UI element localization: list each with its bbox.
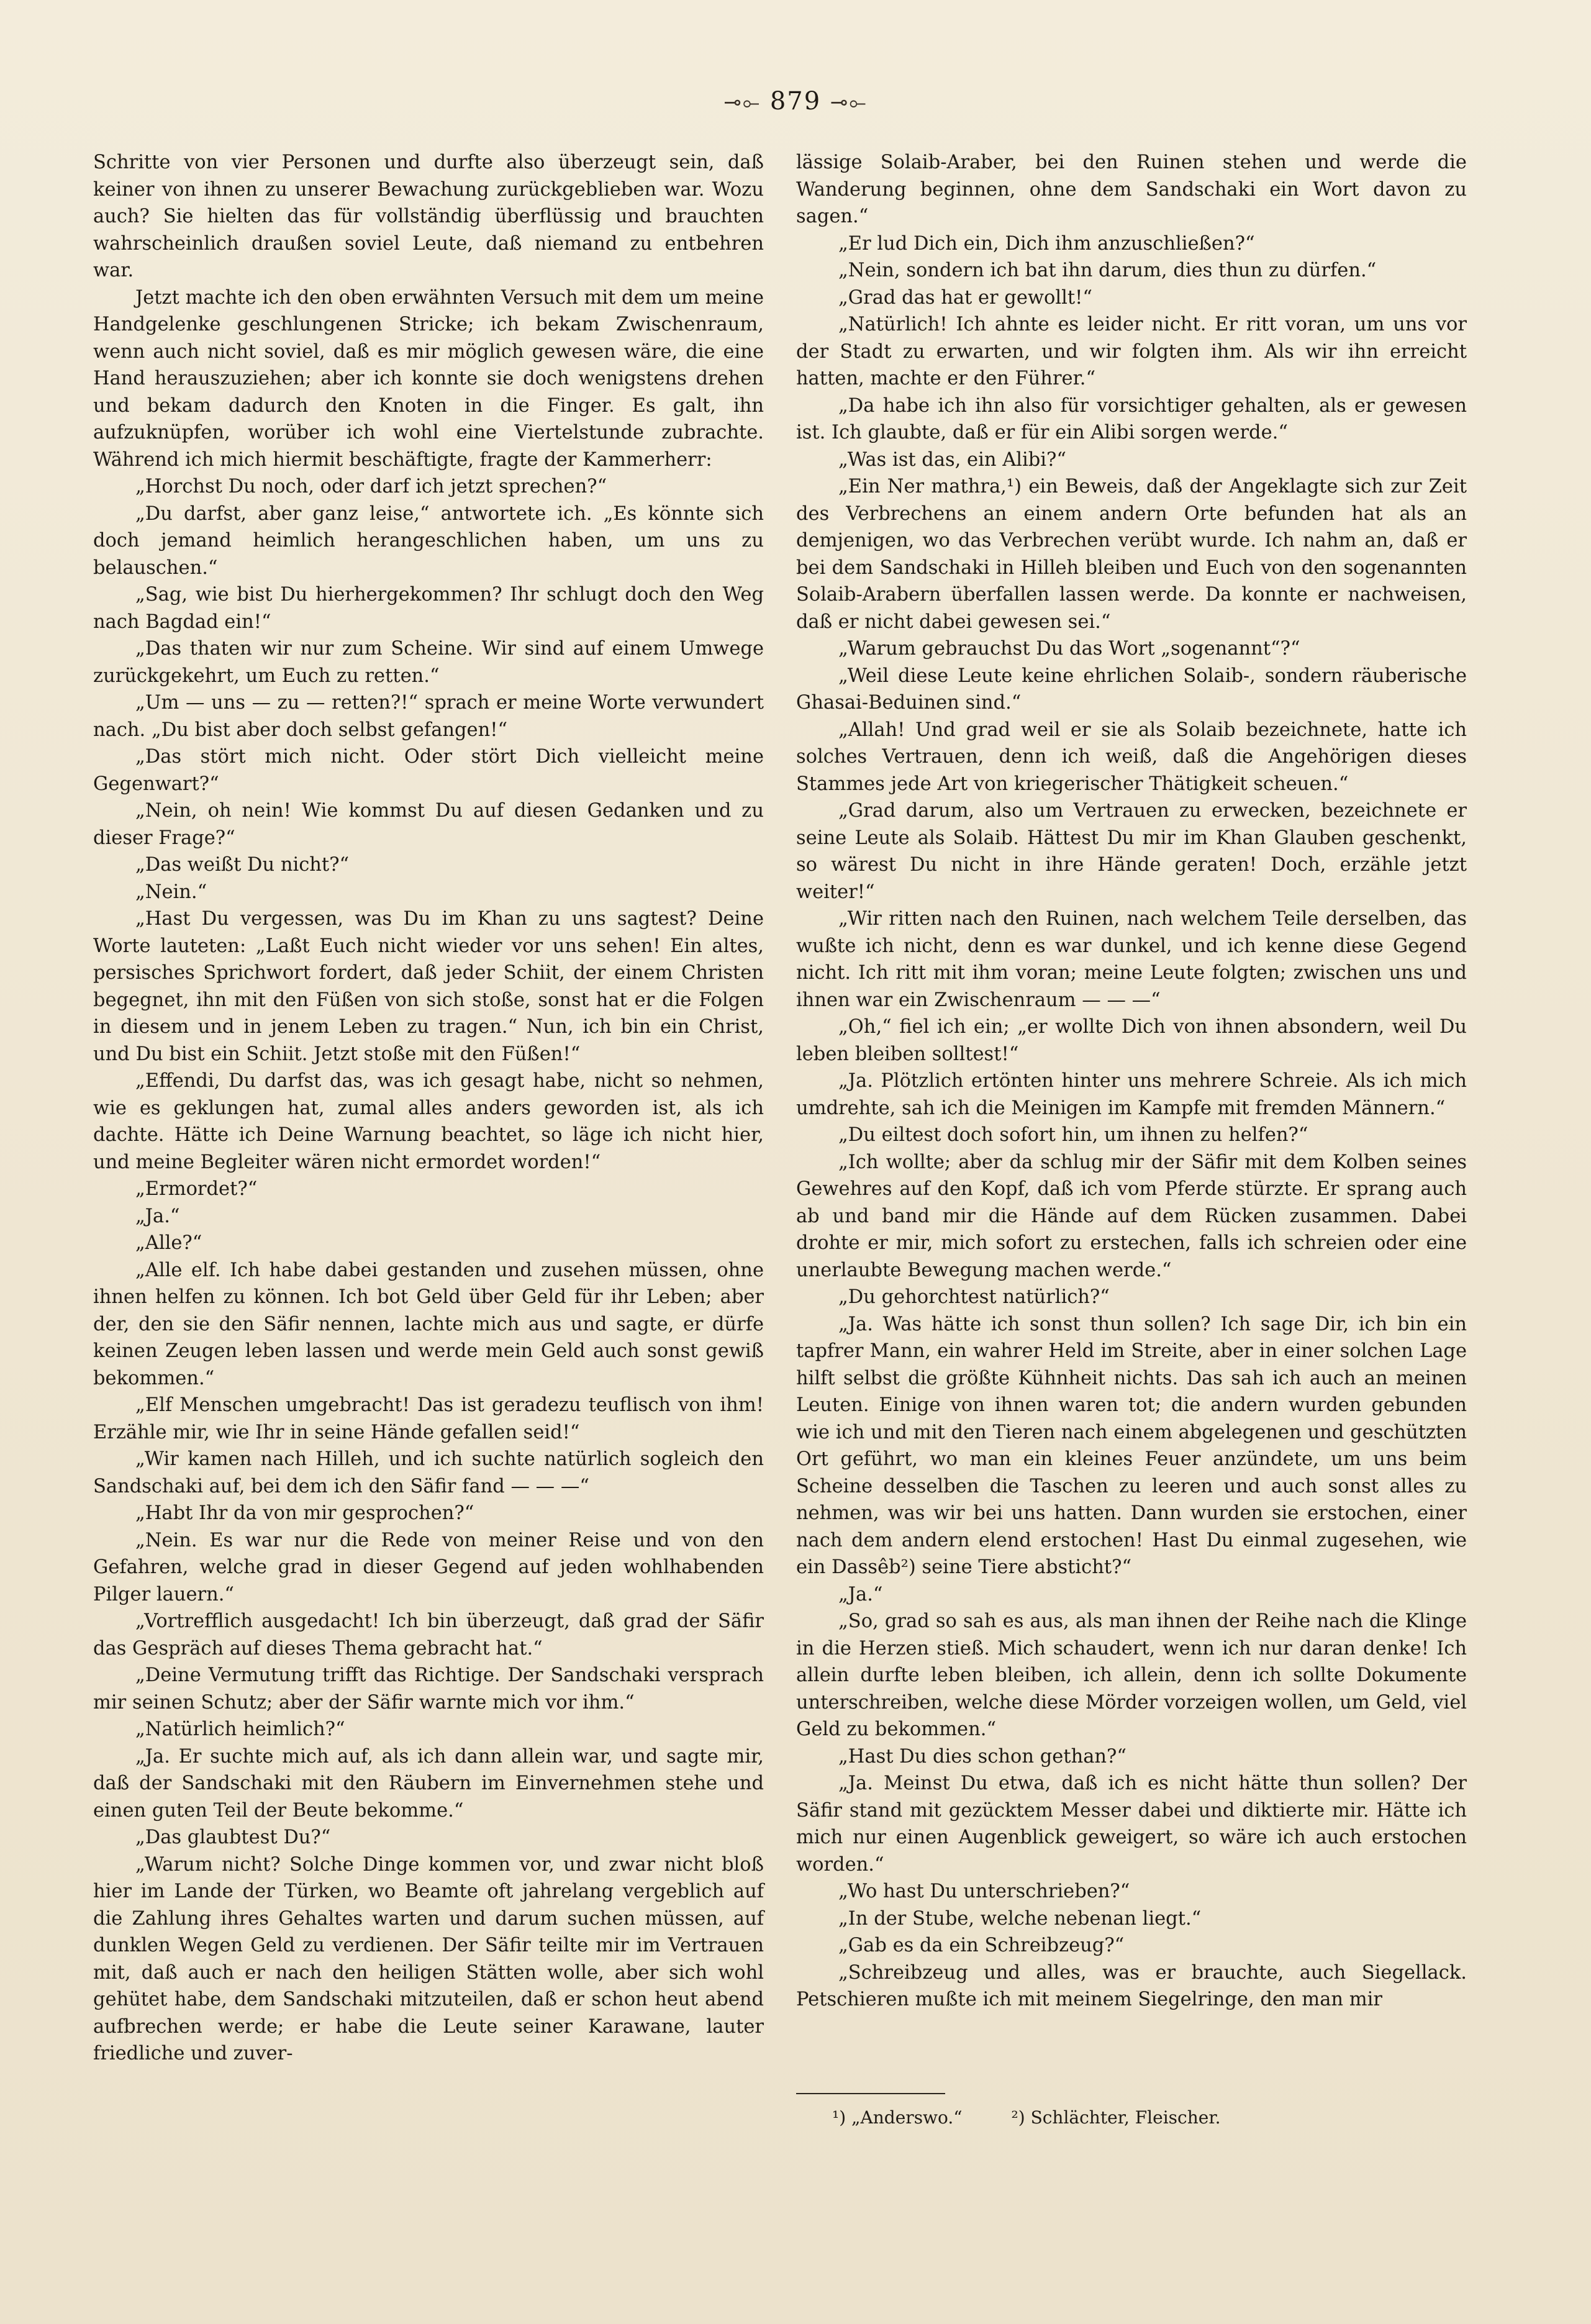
paragraph: „Nein. Es war nur die Rede von meiner Reise und von den Gefahren, welche grad in dieser Gegend auf jeden wohlhabenden Pilger lauern.“ xyxy=(93,1529,764,1605)
left-column xyxy=(93,149,764,2068)
paragraph: „In der Stube, welche nebenan liegt.“ xyxy=(838,1907,1202,1930)
paragraph: „Das weißt Du nicht?“ xyxy=(135,854,350,876)
paragraph: „Ja.“ xyxy=(135,1205,180,1227)
paragraph: „Schreibzeug und alles, was er brauchte, auch Siegellack. Petschieren mußte ich mit meinem Siegelringe, den man mir xyxy=(796,1961,1467,2010)
paragraph: „Vortrefflich ausgedacht! Ich bin überzeugt, daß grad der Säfir das Gespräch auf dieses Thema gebracht hat.“ xyxy=(93,1610,764,1659)
paragraph: „Gab es da ein Schreibzeug?“ xyxy=(838,1935,1125,1956)
paragraph: „Nein, oh nein! Wie kommst Du auf diesen Gedanken und zu dieser Frage?“ xyxy=(93,800,764,849)
page-header xyxy=(0,87,1591,116)
paragraph: „Wir kamen nach Hilleh, und ich suchte natürlich sogleich den Sandschaki auf, bei dem ich den Säfir fand — — —“ xyxy=(93,1448,764,1497)
paragraph: „Habt Ihr da von mir gesprochen?“ xyxy=(135,1502,474,1524)
paragraph: „Hast Du dies schon gethan?“ xyxy=(838,1745,1126,1768)
paragraph: „Ja. Meinst Du etwa, daß ich es nicht hätte thun sollen? Der Säfir stand mit gezücktem Messer dabei und diktierte mir. Hätte ich mich nur einen Augenblick geweigert, so wäre ich auch erstochen worden.“ xyxy=(796,1773,1467,1876)
paragraph: „Das stört mich nicht. Oder stört Dich vielleicht meine Gegenwart?“ xyxy=(93,746,764,795)
paragraph: „Alle?“ xyxy=(135,1232,202,1254)
footnote-1: ¹) „Anderswo.“ xyxy=(832,2107,963,2128)
ornament-right-icon: ⊸⟜ xyxy=(830,90,868,115)
paragraph: „Was ist das, ein Alibi?“ xyxy=(838,448,1066,471)
paragraph: „Grad das hat er gewollt!“ xyxy=(838,286,1092,309)
paragraph: „Nein.“ xyxy=(135,881,207,903)
paragraph: „Wir ritten nach den Ruinen, nach welchem Teile derselben, das wußte ich nicht, denn es war dunkel, und ich kenne diese Gegend nicht. Ich ritt mit ihm voran; meine Leute folgten; zwischen uns und ihnen war ein Zwischenraum — — —“ xyxy=(796,908,1467,1011)
paragraph: „Alle elf. Ich habe dabei gestanden und zusehen müssen, ohne ihnen helfen zu können. Ich bot Geld über Geld für ihr Leben; aber der, den sie den Säfir nennen, lachte mich aus und sagte, er dürfe keinen Zeugen leben lassen und werde mein Geld auch sonst gewiß bekommen.“ xyxy=(93,1259,764,1389)
paragraph: „Ermordet?“ xyxy=(135,1178,258,1200)
paragraph: „Weil diese Leute keine ehrlichen Solaib-, sondern räuberische Ghasai-Beduinen sind.“ xyxy=(796,665,1467,714)
paragraph: „Sag, wie bist Du hierhergekommen? Ihr schlugt doch den Weg nach Bagdad ein!“ xyxy=(93,584,764,633)
paragraph: „So, grad so sah es aus, als man ihnen der Reihe nach die Klinge in die Herzen stieß. Mich schaudert, wenn ich nur daran denke! Ich allein durfte leben bleiben, ich allein, denn ich sollte Dokumente unterschreiben, welche diese Mörder vorzeigen wollen, um Geld, viel Geld zu bekommen.“ xyxy=(796,1610,1467,1740)
paragraph: „Deine Vermutung trifft das Richtige. Der Sandschaki versprach mir seinen Schutz; aber der Säfir warnte mich vor ihm.“ xyxy=(93,1664,764,1713)
paragraph: „Warum nicht? Solche Dinge kommen vor, und zwar nicht bloß hier im Lande der Türken, wo Beamte oft jahrelang vergeblich auf die Zahlung ihres Gehaltes warten und darum suchen müssen, auf dunklen Wegen Geld zu verdienen. Der Säfir teilte mir im Vertrauen mit, daß auch er nach den heiligen Stätten wolle, aber sich wohl gehütet habe, dem Sandschaki mitzuteilen, daß er schon heut abend aufbrechen werde; er habe die Leute seiner Karawane, lauter friedliche und zuver- xyxy=(93,1853,764,2064)
paragraph: „Er lud Dich ein, Dich ihm anzuschließen?“ xyxy=(838,232,1255,255)
paragraph: „Hast Du vergessen, was Du im Khan zu uns sagtest? Deine Worte lauteten: „Laßt Euch nicht wieder vor uns sehen! Ein altes, persisches Sprichwort fordert, daß jeder Schiit, der einem Christen begegnet, ihn mit den Füßen von sich stoße, sonst hat er die Folgen in diesem und in jenem Leben zu tragen.“ Nun, ich bin ein Christ, und Du bist ein Schiit. Jetzt stoße mit den Füßen!“ xyxy=(93,908,764,1065)
paragraph: „Ein Ner mathra,¹) ein Beweis, daß der Angeklagte sich zur Zeit des Verbrechens an einem andern Orte befunden hat als an demjenigen, wo das Verbrechen verübt wurde. Ich nahm an, daß er bei dem Sandschaki in Hilleh bleiben und Euch von den sogenannten Solaib-Arabern überfallen lassen werde. Da konnte er nachweisen, daß er nicht dabei gewesen sei.“ xyxy=(796,476,1467,633)
paragraph: „Oh,“ fiel ich ein; „er wollte Dich von ihnen absondern, weil Du leben bleiben solltest!“ xyxy=(796,1016,1467,1065)
paragraph: „Nein, sondern ich bat ihn darum, dies thun zu dürfen.“ xyxy=(838,260,1377,281)
paragraph: „Elf Menschen umgebracht! Das ist geradezu teuflisch von ihm! Erzähle mir, wie Ihr in seine Hände gefallen seid!“ xyxy=(93,1394,764,1443)
paragraph: „Um — uns — zu — retten?!“ sprach er meine Worte verwundert nach. „Du bist aber doch selbst gefangen!“ xyxy=(93,692,764,741)
ornament-left-icon: ⊸⟜ xyxy=(723,90,761,115)
paragraph: „Das thaten wir nur zum Scheine. Wir sind auf einem Umwege zurückgekehrt, um Euch zu retten.“ xyxy=(93,638,764,687)
paragraph: „Du eiltest doch sofort hin, um ihnen zu helfen?“ xyxy=(838,1124,1308,1146)
paragraph: „Ja.“ xyxy=(838,1583,883,1605)
paragraph: „Das glaubtest Du?“ xyxy=(135,1827,331,1848)
page-number: 879 xyxy=(769,87,822,116)
paragraph: „Wo hast Du unterschrieben?“ xyxy=(838,1881,1130,1902)
paragraph: „Allah! Und grad weil er sie als Solaib bezeichnete, hatte ich solches Vertrauen, denn ich weiß, daß die Angehörigen dieses Stammes jede Art von kriegerischer Thätigkeit scheuen.“ xyxy=(796,719,1467,795)
paragraph: „Ich wollte; aber da schlug mir der Säfir mit dem Kolben seines Gewehres auf den Kopf, daß ich vom Pferde stürzte. Er sprang auch ab und band mir die Hände auf dem Rücken zusammen. Dabei drohte er mir, mich sofort zu erstechen, falls ich schreien oder eine unerlaubte Bewegung machen werde.“ xyxy=(796,1151,1467,1281)
paragraph: „Natürlich heimlich?“ xyxy=(135,1718,345,1740)
footnote-2: ²) Schlächter, Fleischer. xyxy=(1011,2107,1221,2128)
footnotes xyxy=(832,2105,1391,2130)
paragraph: Schritte von vier Personen und durfte also überzeugt sein, daß keiner von ihnen zu unserer Bewachung zurückgeblieben war. Wozu auch? Sie hielten das für vollständig überflüssig und brauchten wahrscheinlich draußen soviel Leute, daß niemand zu entbehren war. xyxy=(93,152,764,281)
paragraph: „Natürlich! Ich ahnte es leider nicht. Er ritt voran, um uns vor der Stadt zu erwarten, und wir folgten ihm. Als wir ihn erreicht hatten, machte er den Führer.“ xyxy=(796,314,1467,389)
paragraph: „Ja. Er suchte mich auf, als ich dann allein war, und sagte mir, daß der Sandschaki mit den Räubern im Einvernehmen stehe und einen guten Teil der Beute bekomme.“ xyxy=(93,1745,764,1822)
paragraph: lässige Solaib-Araber, bei den Ruinen stehen und werde die Wanderung beginnen, ohne dem Sandschaki ein Wort davon zu sagen.“ xyxy=(796,152,1467,227)
paragraph: „Ja. Was hätte ich sonst thun sollen? Ich sage Dir, ich bin ein tapfrer Mann, ein wahrer Held im Streite, aber in einer solchen Lage hilft selbst die größte Kühnheit nichts. Das sah ich auch an meinen Leuten. Einige von ihnen waren tot; die andern wurden gebunden wie ich und mit den Tieren nach einem abgelegenen und geschützten Ort geführt, wo man ein kleines Feuer anzündete, um uns beim Scheine desselben die Taschen zu leeren und auch sonst alles zu nehmen, was wir bei uns hatten. Dann wurden sie erstochen, einer nach dem andern elend erstochen! Hast Du einmal zugesehen, wie ein Dassêb²) seine Tiere absticht?“ xyxy=(796,1313,1467,1578)
paragraph: „Grad darum, also um Vertrauen zu erwecken, bezeichnete er seine Leute als Solaib. Hättest Du mir im Khan Glauben geschenkt, so wärest Du nicht in ihre Hände geraten! Doch, erzähle jetzt weiter!“ xyxy=(796,800,1467,903)
paragraph: „Da habe ich ihn also für vorsichtiger gehalten, als er gewesen ist. Ich glaubte, daß er für ein Alibi sorgen werde.“ xyxy=(796,394,1467,443)
paragraph: „Du darfst, aber ganz leise,“ antwortete ich. „Es könnte sich doch jemand heimlich herangeschlichen haben, um uns zu belauschen.“ xyxy=(93,502,764,579)
footnote-rule xyxy=(796,2093,945,2094)
paragraph: „Horchst Du noch, oder darf ich jetzt sprechen?“ xyxy=(135,476,607,497)
paragraph: „Warum gebrauchst Du das Wort „sogenannt“?“ xyxy=(838,638,1300,660)
paragraph: „Effendi, Du darfst das, was ich gesagt habe, nicht so nehmen, wie es geklungen hat, zumal alles anders geworden ist, als ich dachte. Hätte ich Deine Warnung beachtet, so läge ich nicht hier, und meine Begleiter wären nicht ermordet worden!“ xyxy=(93,1070,764,1173)
paragraph: Jetzt machte ich den oben erwähnten Versuch mit dem um meine Handgelenke geschlungenen Stricke; ich bekam Zwischenraum, wenn auch nicht soviel, daß es mir möglich gewesen wäre, die eine Hand herauszuziehen; aber ich konnte sie doch wenigstens drehen und bekam dadurch den Knoten in die Finger. Es galt, ihn aufzuknüpfen, worüber ich wohl eine Viertelstunde zubrachte. Während ich mich hiermit beschäftigte, fragte der Kammerherr: xyxy=(93,286,764,471)
paragraph: „Ja. Plötzlich ertönten hinter uns mehrere Schreie. Als ich mich umdrehte, sah ich die Meinigen im Kampfe mit fremden Männern.“ xyxy=(796,1070,1467,1119)
paragraph: „Du gehorchtest natürlich?“ xyxy=(838,1286,1110,1308)
right-column xyxy=(796,149,1467,2013)
